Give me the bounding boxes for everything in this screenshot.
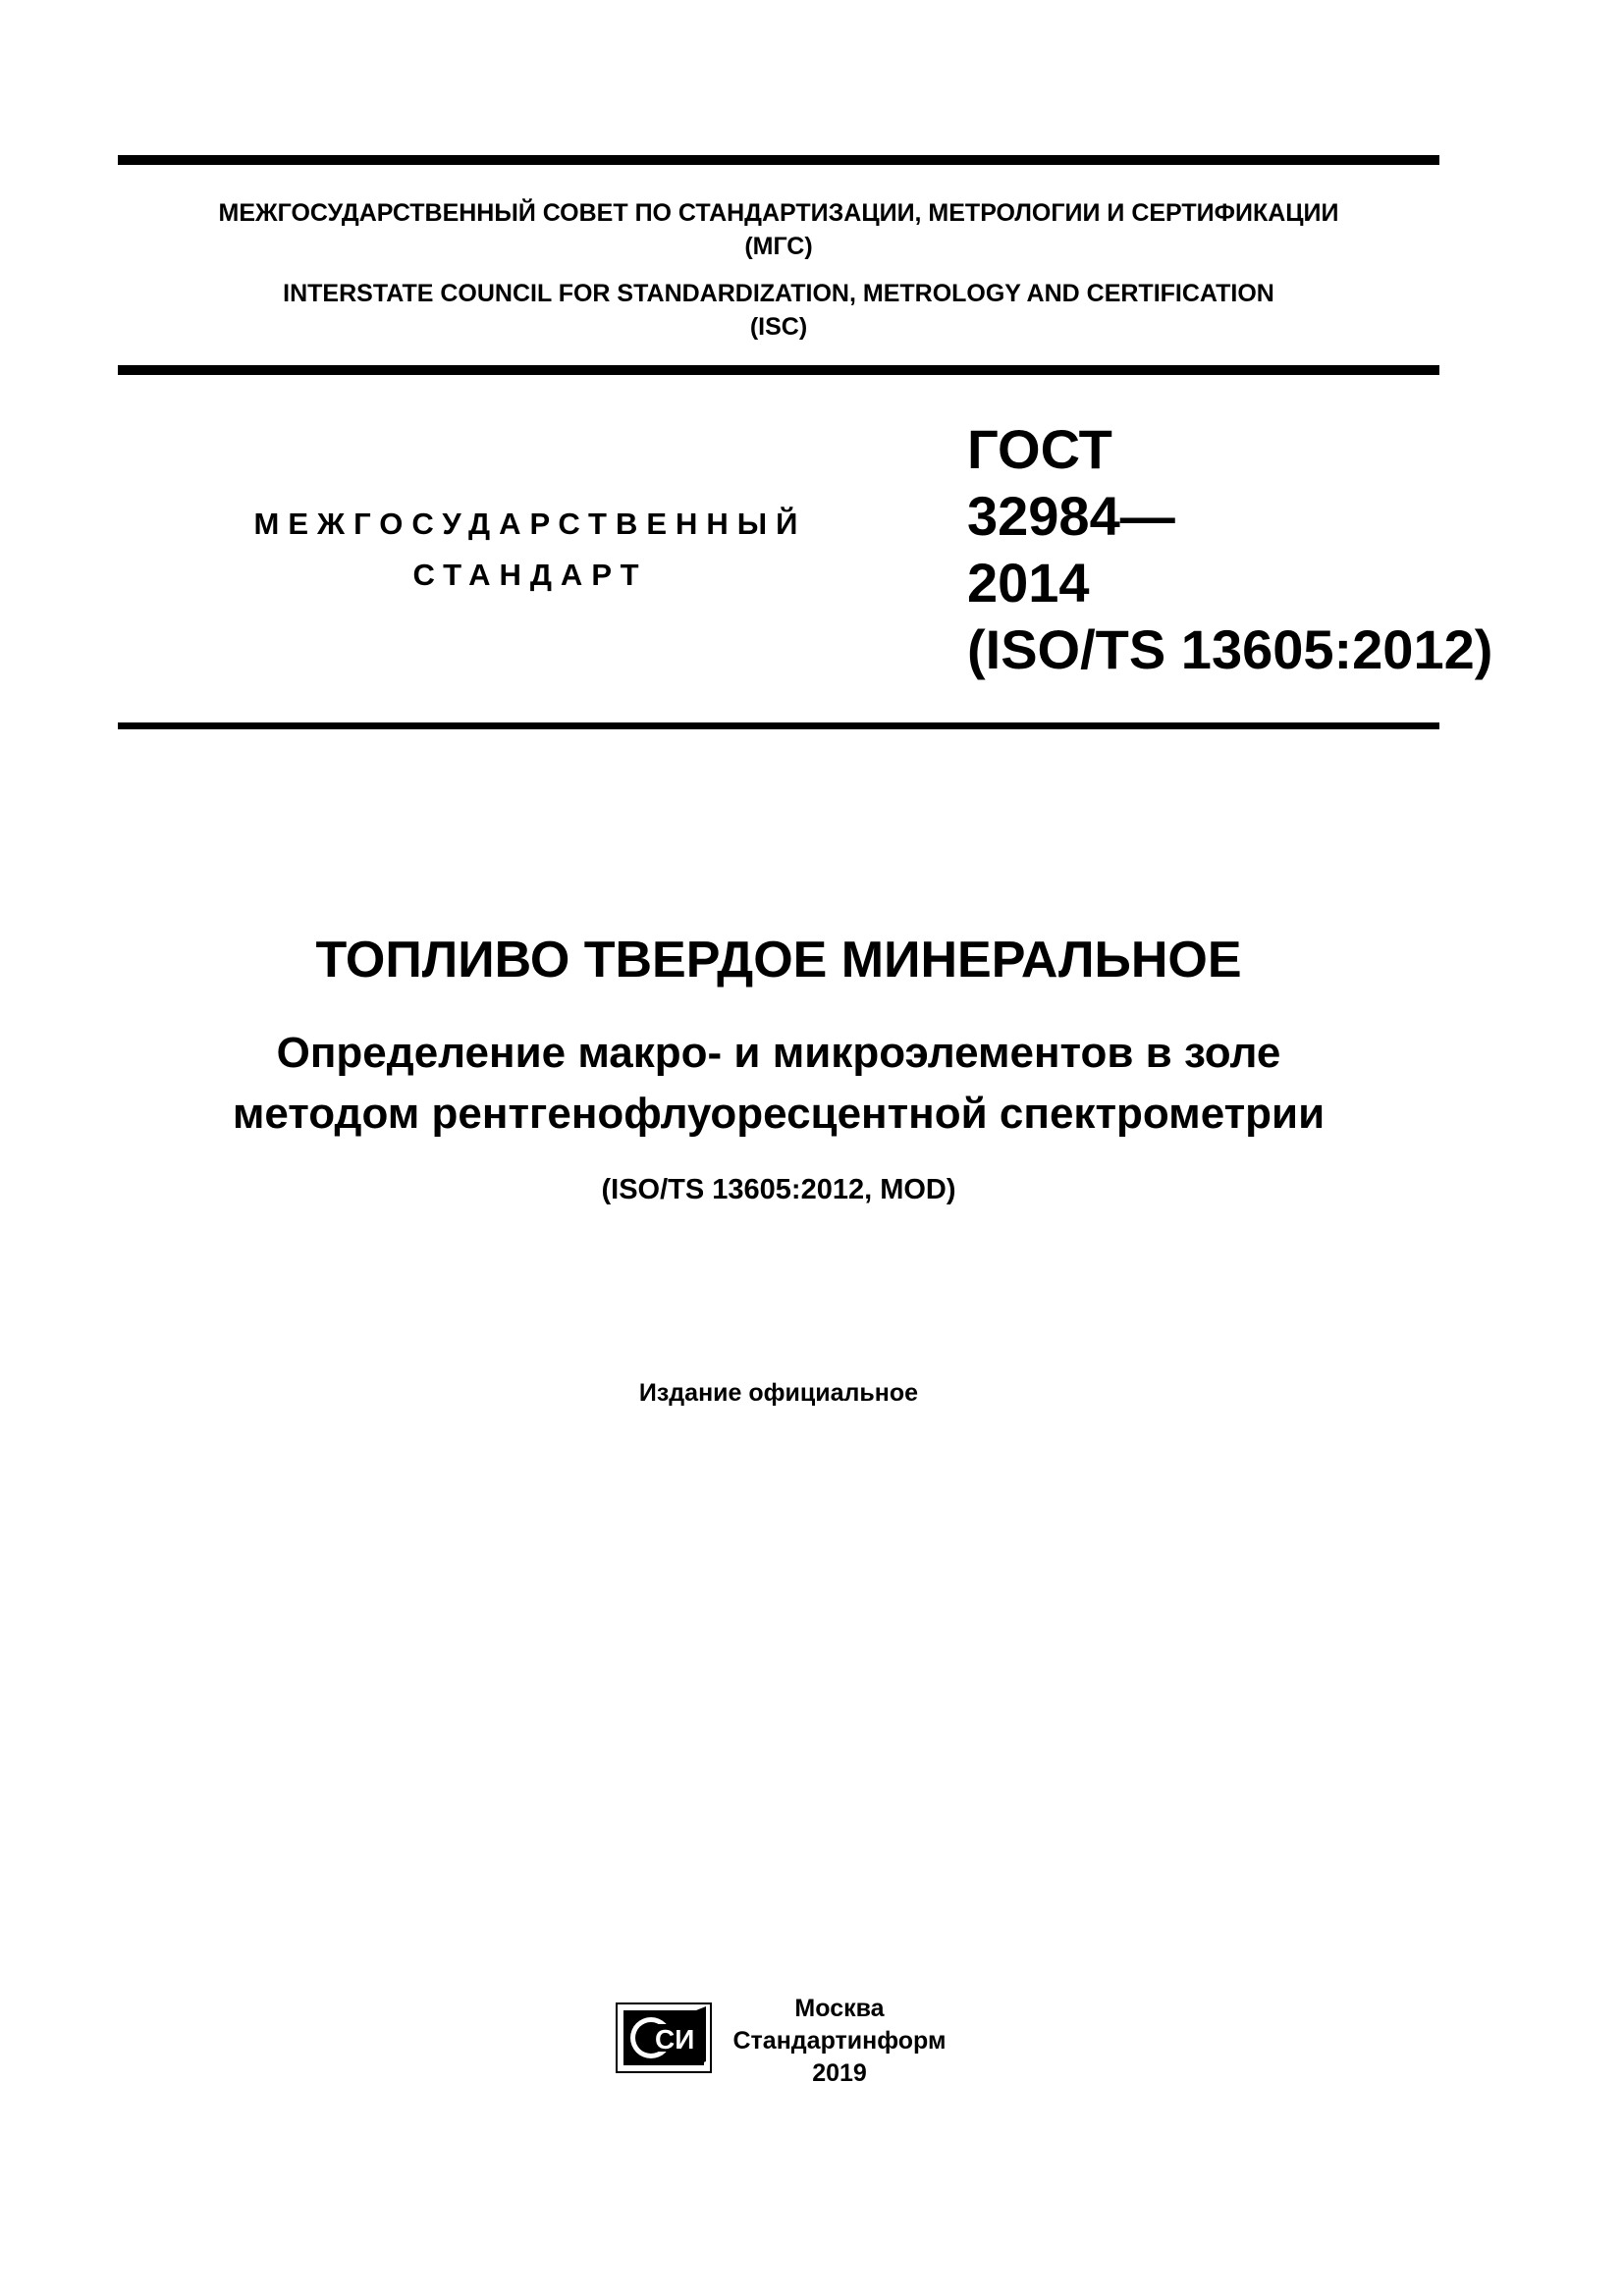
standartinform-logo-icon — [616, 2002, 712, 2073]
council-name-ru — [118, 196, 1439, 263]
logo-letters: СИ — [655, 2024, 695, 2055]
standard-kind-line2: СТАНДАРТ — [412, 558, 648, 592]
council-en-abbr: (ISC) — [749, 313, 808, 341]
designation-year: 2014 — [967, 552, 1090, 614]
document-reference: (ISO/TS 13605:2012, MOD) — [601, 1174, 956, 1205]
council-name-en — [118, 277, 1439, 344]
imprint-publisher: Стандартинформ — [732, 2027, 947, 2055]
standard-kind-label — [177, 499, 884, 601]
designation-iso-ref: (ISO/TS 13605:2012) — [967, 618, 1493, 680]
imprint-city: Москва — [794, 1995, 885, 2022]
standard-kind-line1: МЕЖГОСУДАРСТВЕННЫЙ — [253, 507, 807, 541]
bottom-divider — [118, 722, 1439, 729]
designation-prefix: ГОСТ — [967, 418, 1112, 480]
middle-divider — [118, 365, 1439, 375]
imprint — [727, 1993, 952, 2090]
council-ru-line: МЕЖГОСУДАРСТВЕННЫЙ СОВЕТ ПО СТАНДАРТИЗАЦИИ, МЕТРОЛОГИИ И СЕРТИФИКАЦИИ — [218, 199, 1339, 227]
edition-label: Издание официальное — [638, 1379, 919, 1407]
top-divider — [118, 155, 1439, 165]
standard-designation — [967, 416, 1492, 683]
subtitle-line1: Определение макро- и микроэлементов в золе — [276, 1029, 1281, 1077]
document-title: ТОПЛИВО ТВЕРДОЕ МИНЕРАЛЬНОЕ — [315, 932, 1242, 988]
subtitle-line2: методом рентгенофлуоресцентной спектрометрии — [232, 1090, 1326, 1138]
council-ru-abbr: (МГС) — [744, 233, 813, 260]
designation-number: 32984— — [967, 485, 1175, 547]
document-subtitle — [118, 1023, 1439, 1145]
council-en-line: INTERSTATE COUNCIL FOR STANDARDIZATION, METROLOGY AND CERTIFICATION — [283, 280, 1274, 307]
imprint-year: 2019 — [812, 2059, 867, 2087]
